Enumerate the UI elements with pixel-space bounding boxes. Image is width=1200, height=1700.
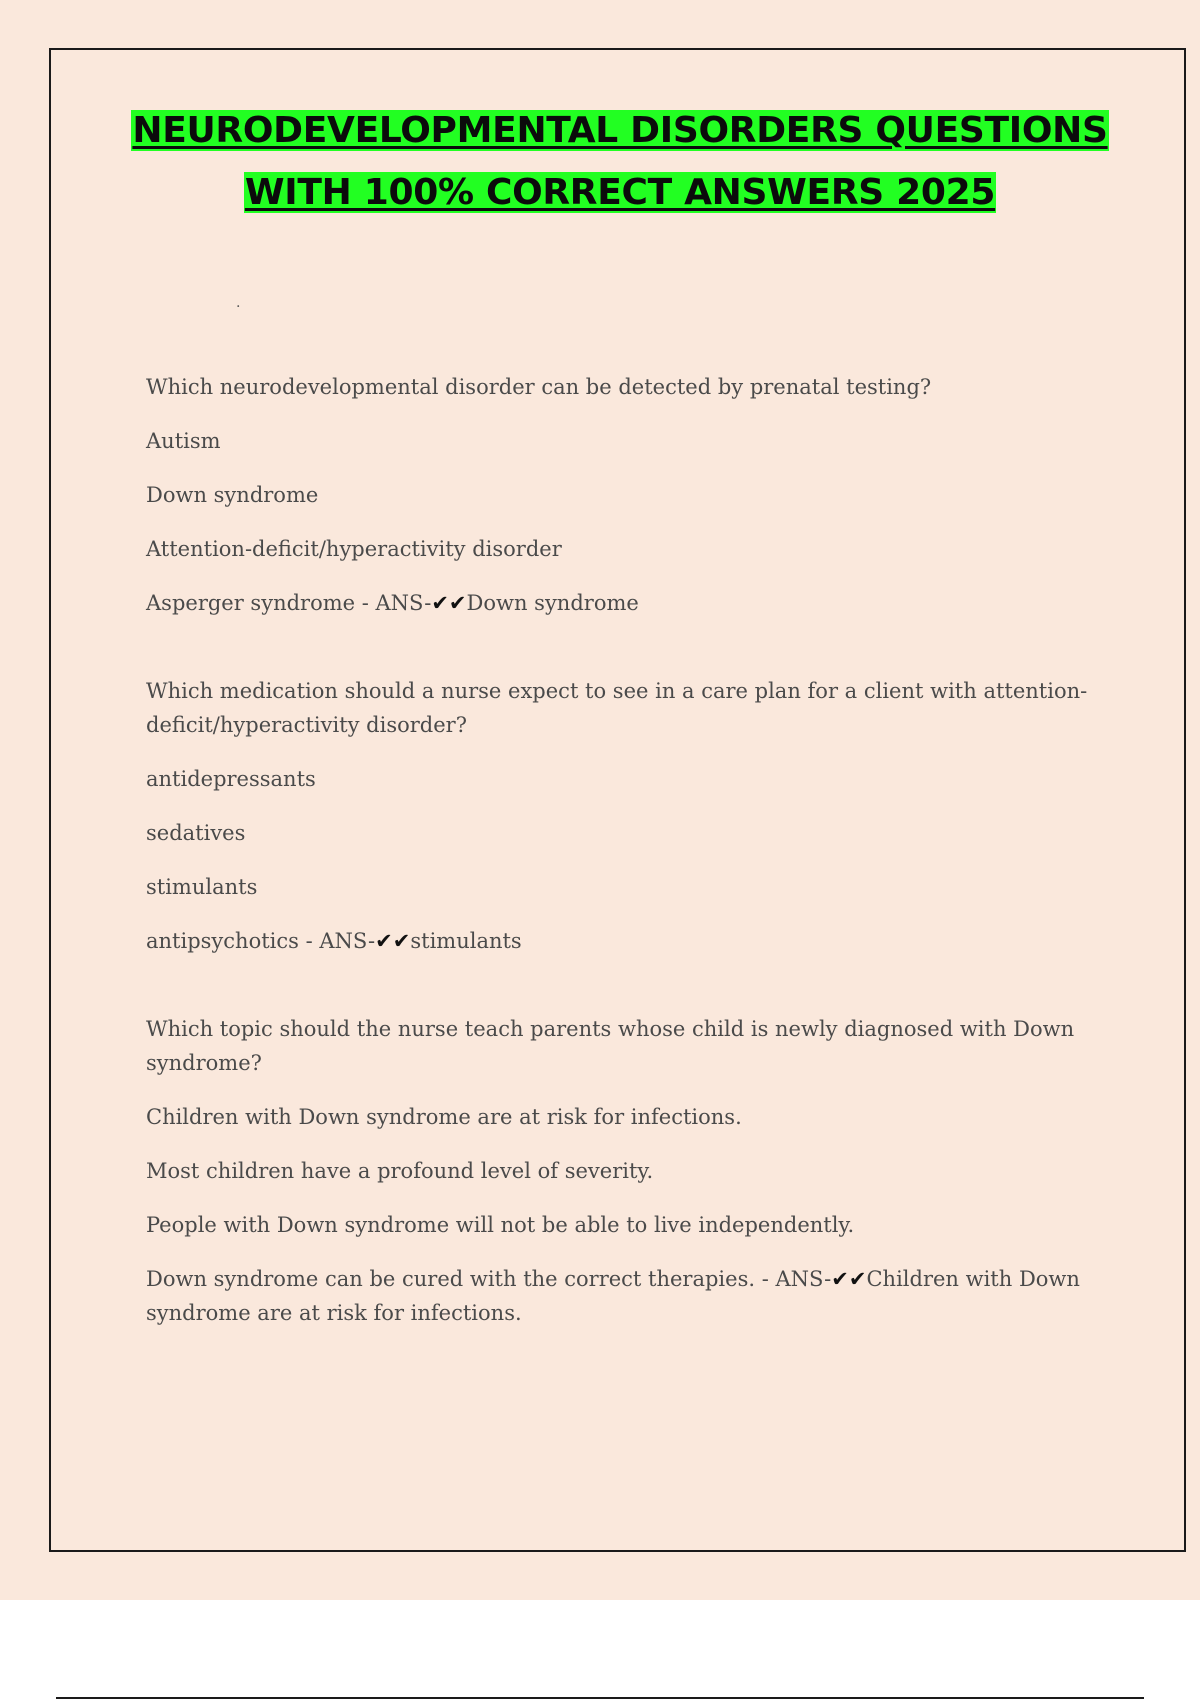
option: Asperger syndrome - ANS-	[146, 591, 432, 615]
question-text: Which medication should a nurse expect to see in a care plan for a client with attention-deficit/hyperactivity disorder?	[146, 679, 1088, 737]
check-mark-icon: ✔✔	[375, 929, 411, 953]
answer-line	[146, 924, 1096, 958]
question-text: Which neurodevelopmental disorder can be detected by prenatal testing?	[146, 375, 932, 399]
option: People with Down syndrome will not be able to live independently.	[146, 1213, 855, 1237]
answer-line	[146, 1262, 1096, 1330]
option: Attention-deficit/hyperactivity disorder	[146, 537, 562, 561]
check-mark-icon: ✔✔	[431, 591, 467, 615]
answer-line	[146, 586, 1096, 620]
footer-divider	[56, 1697, 1144, 1699]
option: antipsychotics - ANS-	[146, 929, 376, 953]
question-block	[146, 370, 1096, 620]
option: Down syndrome can be cured with the correct therapies. - ANS-	[146, 1267, 832, 1291]
title-line-2: WITH 100% CORRECT ANSWERS 2025	[244, 172, 996, 213]
check-mark-icon: ✔✔	[831, 1267, 867, 1291]
option: Most children have a profound level of severity.	[146, 1159, 654, 1183]
questions-list	[146, 370, 1096, 1384]
option: Children with Down syndrome are at risk for infections.	[146, 1105, 742, 1129]
question-block	[146, 674, 1096, 958]
option: sedatives	[146, 821, 246, 845]
option: Down syndrome	[146, 483, 319, 507]
question-text: Which topic should the nurse teach parents whose child is newly diagnosed with Down syndrome?	[146, 1017, 1075, 1075]
answer-text: Children with Down syndrome are at risk for infections.	[146, 1267, 1080, 1325]
document-title	[0, 100, 1200, 224]
answer-text: stimulants	[410, 929, 522, 953]
question-block	[146, 1012, 1096, 1330]
answer-text: Down syndrome	[466, 591, 639, 615]
title-line-1: NEURODEVELOPMENTAL DISORDERS QUESTIONS	[132, 110, 1108, 151]
stray-mark: .	[236, 295, 241, 311]
option: antidepressants	[146, 767, 316, 791]
option: Autism	[146, 429, 221, 453]
option: stimulants	[146, 875, 258, 899]
